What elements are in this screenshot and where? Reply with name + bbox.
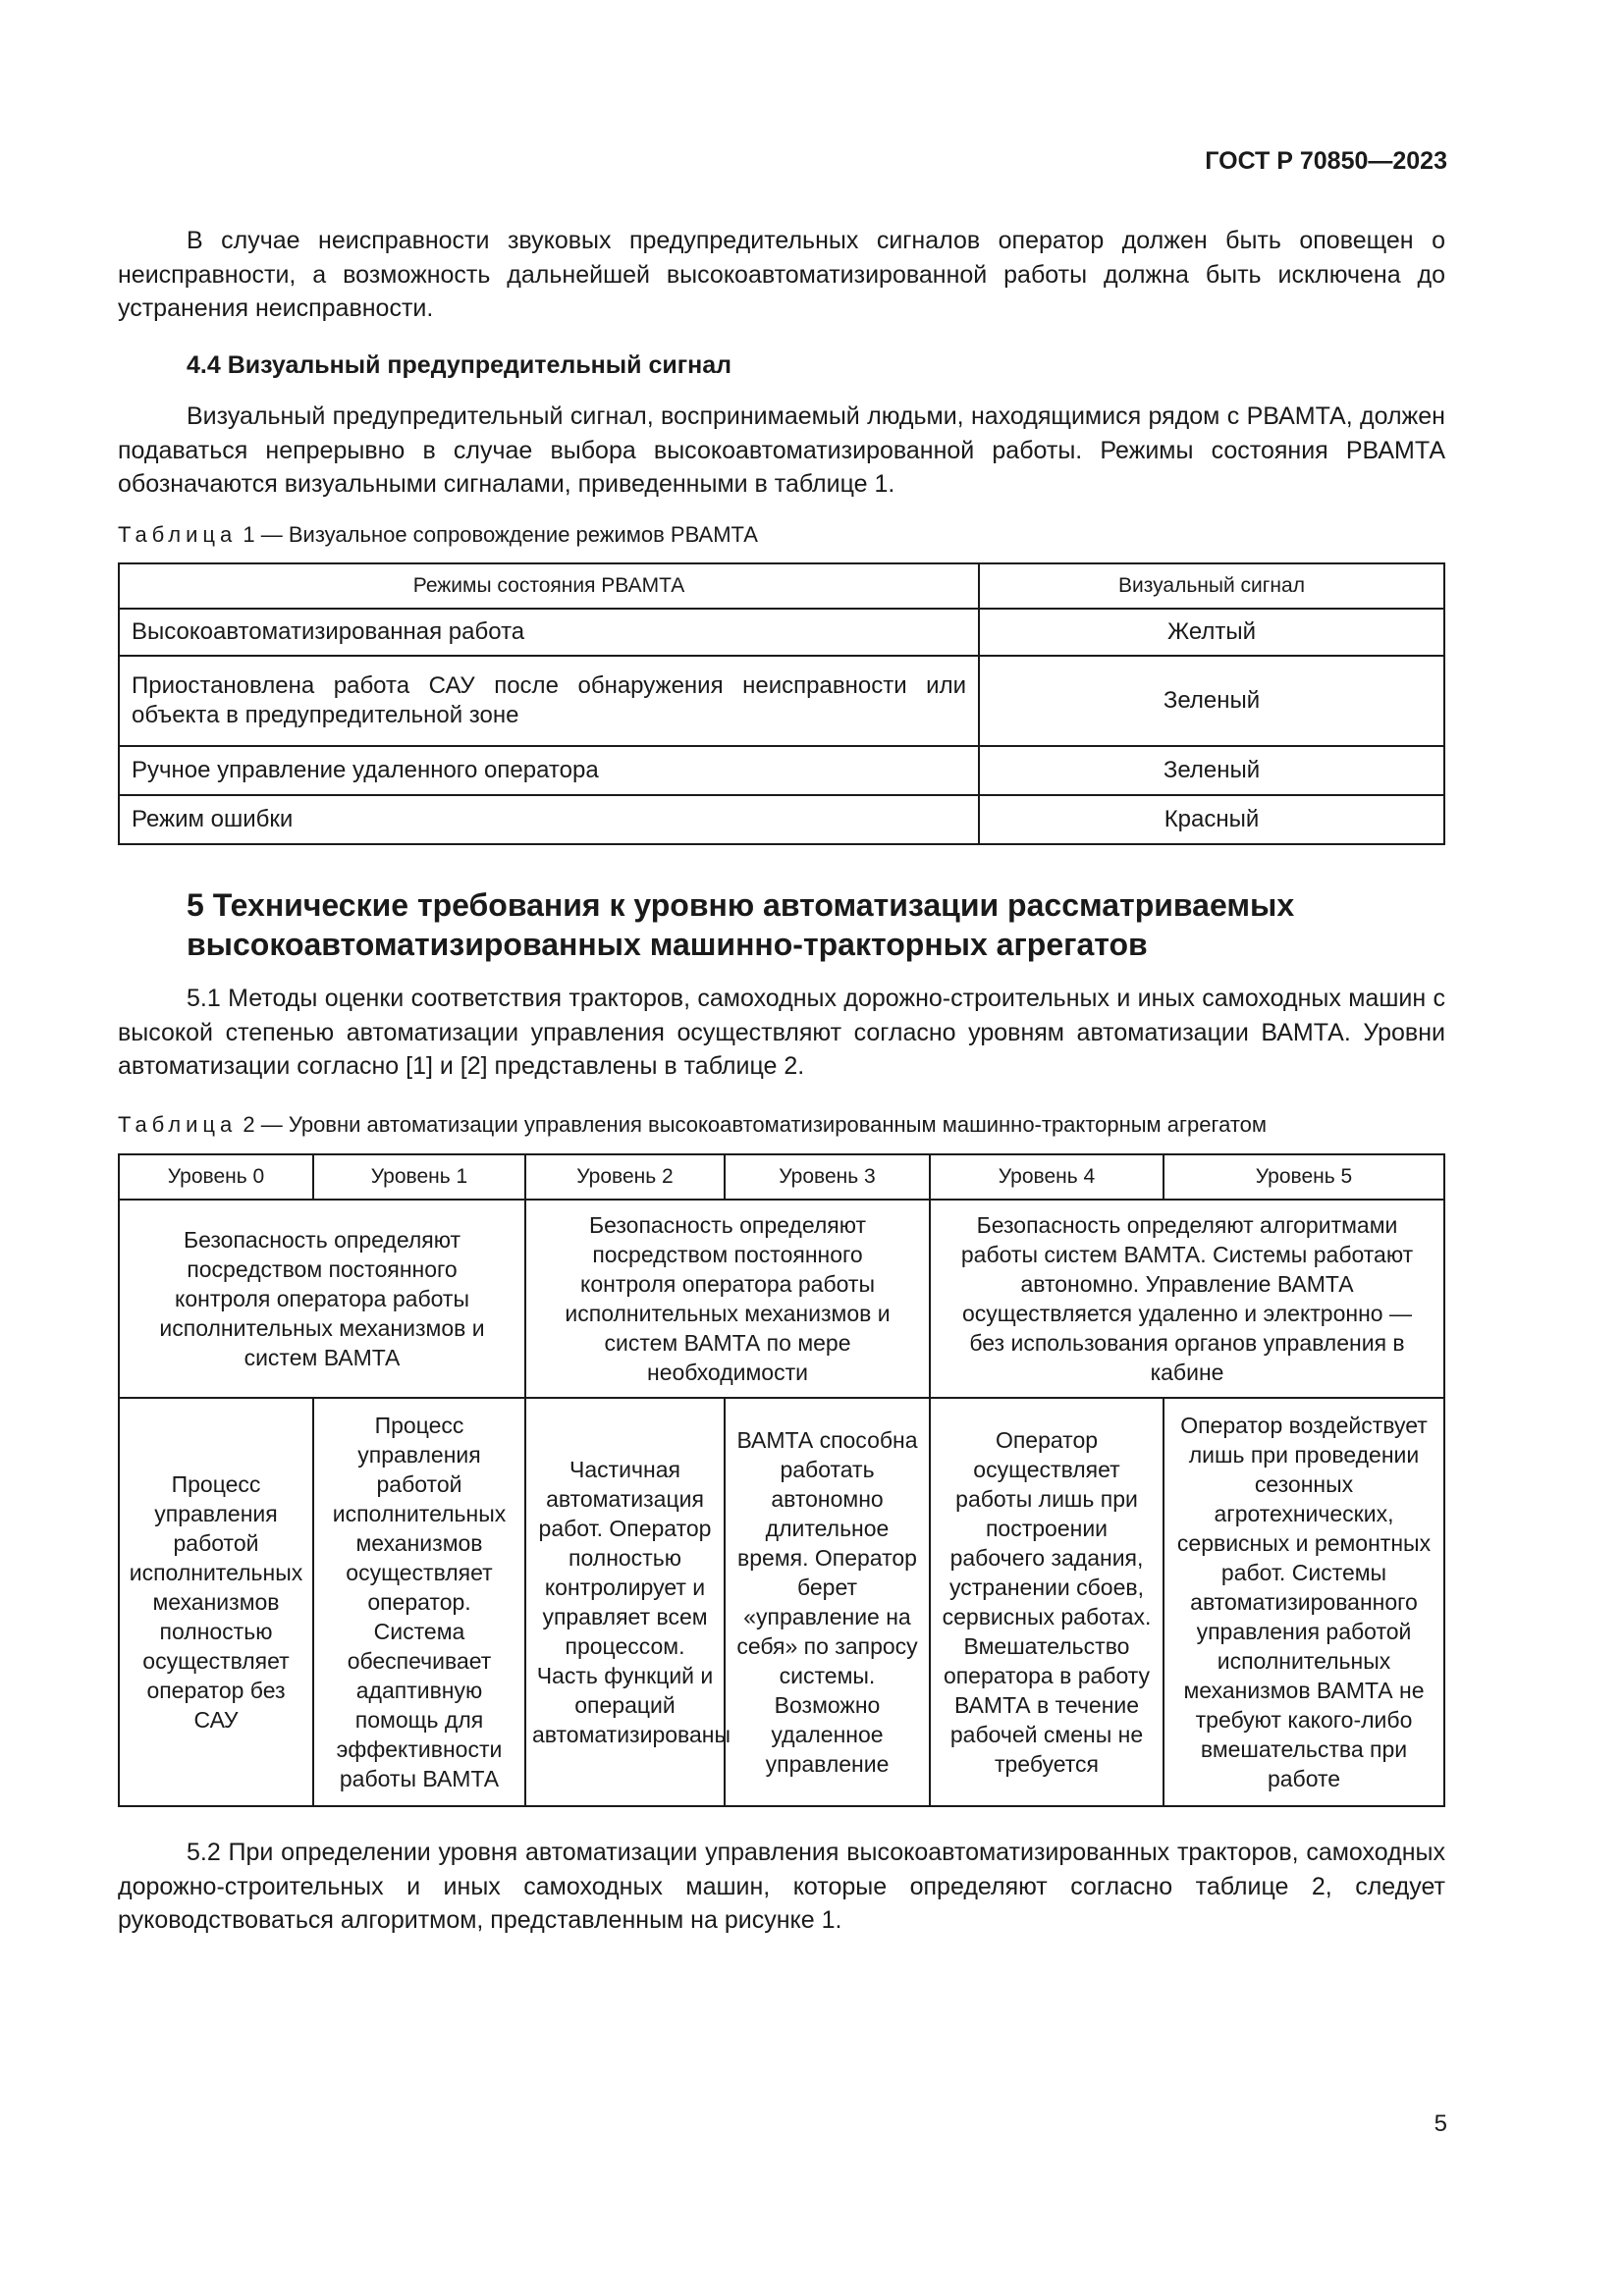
document-code: ГОСТ Р 70850—2023 [1205,147,1447,175]
table1-caption [118,522,758,548]
table2-header-level-2: Уровень 2 [525,1154,725,1200]
table2-group-cell: Безопасность определяют алгоритмами работы систем ВАМТА. Системы работают автономно. Управление ВАМТА осуществляется удаленно и электронно — без использования органов управления в кабине [930,1200,1444,1398]
table1-caption-prefix: Таблица [118,522,238,547]
table2-detail-cell: Процесс управления работой исполнительных механизмов полностью осуществляет оператор без САУ [119,1398,313,1806]
table2-detail-cell: Оператор осуществляет работы лишь при построении рабочего задания, устранении сбоев, сервисных работах. Вмешательство оператора в работу ВАМТА в течение рабочей смены не требуется [930,1398,1164,1806]
table-2 [118,1153,1445,1807]
section-4-4-paragraph: Визуальный предупредительный сигнал, воспринимаемый людьми, находящимися рядом с РВАМТА, должен подаваться непрерывно в случае выбора высокоавтоматизированной работы. Режимы состояния РВАМТА обозначаются визуальными сигналами, приведенными в таблице 1. [118,402,1445,498]
table1-cell: Высокоавтоматизированная работа [119,609,979,656]
table2-header-level-1: Уровень 1 [313,1154,525,1200]
table2-detail-cell: Оператор воздействует лишь при проведении сезонных агротехнических, сервисных и ремонтных работ. Системы автоматизированного управления работой исполнительных механизмов ВАМТА не требуют какого-либо вмешательства при работе [1164,1398,1444,1806]
table2-detail-cell: ВАМТА способна работать автономно длительное время. Оператор берет «управление на себя» по запросу системы. Возможно удаленное управление [725,1398,930,1806]
table1-cell: Зеленый [979,746,1444,795]
table2-header-level-0: Уровень 0 [119,1154,313,1200]
table2-caption-text: 2 — Уровни автоматизации управления высокоавтоматизированным машинно-тракторным агрегатом [243,1112,1268,1137]
table1-cell: Приостановлена работа САУ после обнаружения неисправности или объекта в предупредительной зоне [119,656,979,746]
table2-header-level-4: Уровень 4 [930,1154,1164,1200]
table2-group-cell: Безопасность определяют посредством постоянного контроля оператора работы исполнительных механизмов и систем ВАМТА по мере необходимости [525,1200,930,1398]
table2-caption [118,1112,1267,1138]
table1-caption-text: 1 — Визуальное сопровождение режимов РВАМТА [243,522,758,547]
table2-group-cell: Безопасность определяют посредством постоянного контроля оператора работы исполнительных механизмов и систем ВАМТА [119,1200,525,1398]
table2-header-level-3: Уровень 3 [725,1154,930,1200]
table1-cell: Режим ошибки [119,795,979,844]
page-number: 5 [1434,2110,1447,2137]
table1-cell: Желтый [979,609,1444,656]
table-1 [118,562,1445,845]
table2-header-level-5: Уровень 5 [1164,1154,1444,1200]
paragraph-5-1: 5.1 Методы оценки соответствия тракторов, самоходных дорожно-строительных и иных самоходных машин с высокой степенью автоматизации управления осуществляют согласно уровням автоматизации ВАМТА. Уровни автоматизации согласно [1] и [2] представлены в таблице 2. [118,985,1445,1080]
intro-paragraph: В случае неисправности звуковых предупредительных сигналов оператор должен быть оповещен о неисправности, а возможность дальнейшей высокоавтоматизированной работы должна быть исключена до устранения неисправности. [118,227,1445,322]
table1-cell: Ручное управление удаленного оператора [119,746,979,795]
table1-header-signal: Визуальный сигнал [979,563,1444,609]
table2-detail-cell: Процесс управления работой исполнительных механизмов осуществляет оператор. Система обеспечивает адаптивную помощь для эффективности работы ВАМТА [313,1398,525,1806]
section-5-heading: 5 Технические требования к уровню автоматизации рассматриваемых высокоавтоматизированных машинно-тракторных агрегатов [187,887,1295,962]
table1-cell: Зеленый [979,656,1444,746]
table2-caption-prefix: Таблица [118,1112,238,1137]
section-4-4-heading: 4.4 Визуальный предупредительный сигнал [187,351,732,379]
table2-detail-cell: Частичная автоматизация работ. Оператор полностью контролирует и управляет всем процессом. Часть функций и операций автоматизированы [525,1398,725,1806]
table1-header-mode: Режимы состояния РВАМТА [119,563,979,609]
table1-cell: Красный [979,795,1444,844]
paragraph-5-2: 5.2 При определении уровня автоматизации управления высокоавтоматизированных тракторов, самоходных дорожно-строительных и иных самоходных машин, которые определяют согласно таблице 2, следует руководствоваться алгоритмом, представленным на рисунке 1. [118,1839,1445,1934]
